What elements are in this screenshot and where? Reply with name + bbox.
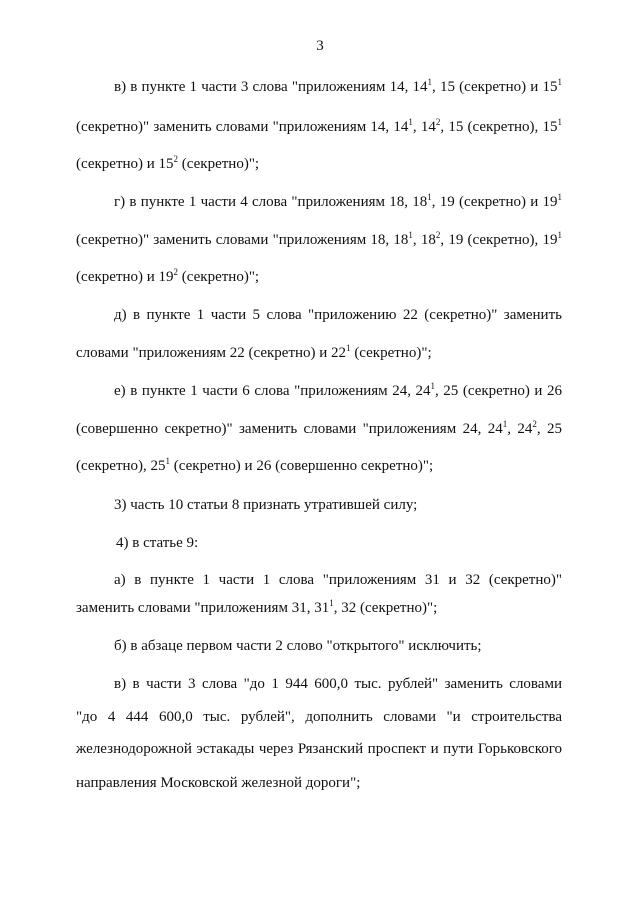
text-line <box>114 496 562 514</box>
superscript-index: 1 <box>502 419 508 429</box>
text-run: , 18 <box>412 232 436 248</box>
text-line <box>114 675 562 693</box>
text-run: (секретно) и 26 (совершенно секретно)"; <box>170 458 434 474</box>
superscript-index: 1 <box>427 77 433 87</box>
text-run: , 32 (секретно)"; <box>333 600 438 616</box>
text-run: "до 4 444 600,0 тыс. рублей", дополнить словами "и строительства <box>76 709 562 725</box>
superscript-index: 1 <box>557 230 563 240</box>
text-run: , 24 <box>507 421 533 437</box>
text-run: железнодорожной эстакады через Рязанский проспект и пути Горьковского <box>76 741 562 757</box>
text-line <box>76 599 562 617</box>
superscript-index: 2 <box>173 154 179 164</box>
text-run: , 25 <box>536 421 563 437</box>
text-run: в) в части 3 слова "до 1 944 600,0 тыс. рублей" заменить словами <box>114 676 562 692</box>
text-run: (совершенно секретно)" заменить словами "приложениям 24, 24 <box>76 421 503 437</box>
text-run: 4) в статье 9: <box>116 535 199 551</box>
text-run: , 25 (секретно) и 26 <box>435 383 563 399</box>
superscript-index: 2 <box>173 267 179 277</box>
text-line <box>76 268 562 286</box>
text-line <box>76 231 562 249</box>
text-line <box>114 306 562 324</box>
text-line <box>116 534 562 552</box>
text-run: словами "приложениям 22 (секретно) и 22 <box>76 345 347 361</box>
superscript-index: 1 <box>329 598 334 608</box>
text-run: (секретно)"; <box>178 156 260 172</box>
superscript-index: 1 <box>346 343 351 353</box>
text-run: , 19 (секретно), 19 <box>440 232 558 248</box>
superscript-index: 1 <box>557 117 563 127</box>
text-line <box>76 457 562 475</box>
text-run: , 15 (секретно) и 15 <box>432 79 558 95</box>
text-line <box>76 420 562 438</box>
text-run: , 15 (секретно), 15 <box>440 119 558 135</box>
superscript-index: 2 <box>435 117 441 127</box>
text-run: б) в абзаце первом части 2 слово "открытого" исключить; <box>114 638 482 654</box>
superscript-index: 1 <box>557 192 563 202</box>
text-run: д) в пункте 1 части 5 слова "приложению 22 (секретно)" заменить <box>114 307 562 323</box>
text-run: заменить словами "приложениям 31, 31 <box>76 600 330 616</box>
text-run: (секретно), 25 <box>76 458 166 474</box>
text-run: направления Московской железной дороги"; <box>76 775 361 791</box>
text-line <box>76 155 562 173</box>
superscript-index: 2 <box>532 419 537 429</box>
text-run: в) в пункте 1 части 3 слова "приложениям 14, 14 <box>114 79 428 95</box>
text-run: (секретно) и 19 <box>76 269 174 285</box>
text-run: (секретно) и 15 <box>76 156 174 172</box>
superscript-index: 1 <box>430 381 435 391</box>
text-line <box>76 344 562 362</box>
text-line <box>114 382 562 400</box>
text-run: (секретно)" заменить словами "приложениям 18, 18 <box>76 232 409 248</box>
text-run: (секретно)"; <box>350 345 432 361</box>
superscript-index: 1 <box>427 192 432 202</box>
text-run: 3) часть 10 статьи 8 признать утратившей силу; <box>114 497 418 513</box>
text-line <box>76 118 562 136</box>
text-line <box>114 571 562 589</box>
text-run: (секретно)" заменить словами "приложениям 14, 14 <box>76 119 409 135</box>
text-line <box>76 708 562 726</box>
text-line <box>114 193 562 211</box>
text-run: , 14 <box>412 119 436 135</box>
text-run: , 19 (секретно) и 19 <box>431 194 558 210</box>
superscript-index: 1 <box>165 456 171 466</box>
text-line <box>114 78 562 96</box>
text-line <box>76 740 562 758</box>
superscript-index: 1 <box>557 77 562 87</box>
text-line <box>76 774 562 792</box>
text-line <box>114 637 562 655</box>
text-run: г) в пункте 1 части 4 слова "приложениям 18, 18 <box>114 194 428 210</box>
superscript-index: 1 <box>408 117 413 127</box>
superscript-index: 2 <box>435 230 441 240</box>
page-number: 3 <box>316 38 324 54</box>
text-run: е) в пункте 1 части 6 слова "приложениям 24, 24 <box>114 383 431 399</box>
text-run: (секретно)"; <box>178 269 260 285</box>
superscript-index: 1 <box>408 230 413 240</box>
text-run: а) в пункте 1 части 1 слова "приложениям 31 и 32 (секретно)" <box>114 572 562 588</box>
